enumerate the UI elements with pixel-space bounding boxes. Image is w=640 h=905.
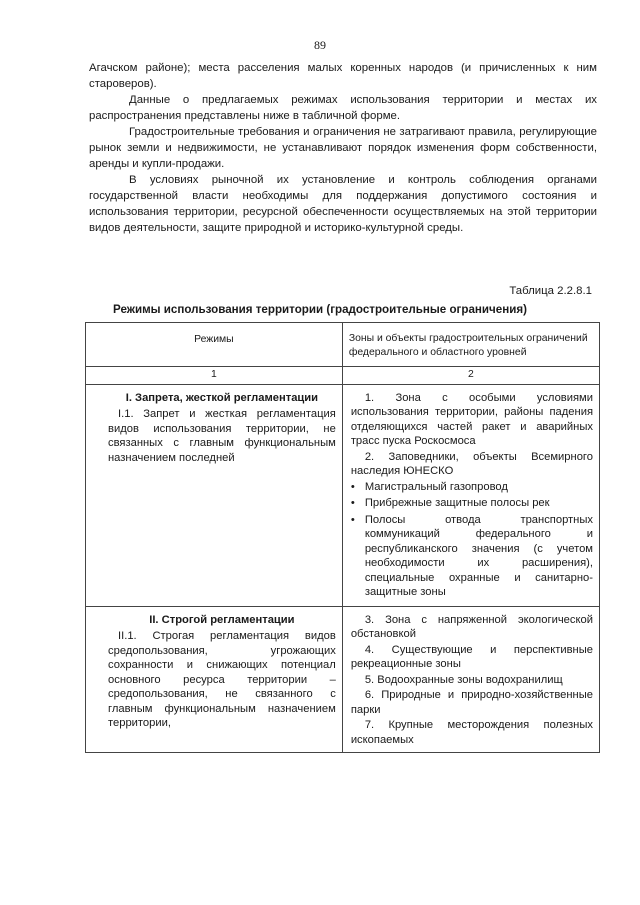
header-regimes: Режимы: [86, 323, 343, 367]
zone-item: 3. Зона с напряженной экологической обстановкой: [350, 613, 593, 640]
regime-description: II.1. Строгая регламентация видов средопользования, угрожающих сохранности и снижающих потенциал основного ресурса территории – средопользования, не связанного с главным функциональным назначением территории,: [108, 630, 336, 729]
bullet-icon: •: [350, 513, 355, 526]
zones-cell: [342, 606, 599, 753]
bullet-icon: •: [350, 497, 355, 509]
column-number: 1: [86, 367, 343, 385]
body-text: [89, 60, 597, 236]
table-header-row: [86, 323, 600, 367]
table-row: [86, 606, 600, 753]
table-row: [86, 384, 600, 606]
zone-bullet-text: Полосы отвода транспортных коммуникаций федерального и республиканского значения (с учетом необходимости их расширения), специальные охранные и санитарно-защитные зоны: [364, 513, 593, 598]
regime-description: I.1. Запрет и жесткая регламентация видов использования территории, не связанных с главным функциональным назначением последней: [108, 408, 336, 464]
table-number: Таблица 2.2.8.1: [509, 285, 592, 297]
regime-cell: [86, 384, 343, 606]
zone-bullet-text: Магистральный газопровод: [364, 480, 508, 493]
regime-cell: [86, 606, 343, 753]
zone-item: 7. Крупные месторождения полезных ископаемых: [350, 719, 593, 746]
column-number: 2: [342, 367, 599, 385]
zone-item: 2. Заповедники, объекты Всемирного наследия ЮНЕСКО: [350, 450, 593, 477]
regime-heading: II. Строгой регламентации: [149, 613, 295, 626]
column-number-row: [86, 367, 600, 385]
header-zones: Зоны и объекты градостроительных ограничений федерального и областного уровней: [342, 323, 599, 367]
zone-bullet-text: Прибрежные защитные полосы рек: [364, 497, 550, 509]
regimes-table: [85, 322, 600, 753]
zone-item: 6. Природные и природно-хозяйственные парки: [350, 689, 593, 716]
zone-bullet-item: [351, 513, 593, 600]
zone-bullet-item: [351, 480, 593, 495]
zone-item: 4. Существующие и перспективные рекреационные зоны: [350, 643, 593, 670]
zone-item: 1. Зона с особыми условиями использования территории, районы падения отделяющихся частей ракет и аварийных трасс пуска Роскосмоса: [350, 391, 593, 447]
table-title: Режимы использования территории (градостроительные ограничения): [113, 303, 527, 316]
paragraph: Градостроительные требования и ограничения не затрагивают правила, регулирующие рынок земли и недвижимости, не устанавливают порядок изменения форм собственности, аренды и купли-продажи.: [89, 126, 597, 170]
zone-item: 5. Водоохранные зоны водохранилищ: [364, 673, 563, 686]
page-number: 89: [314, 38, 326, 52]
regime-heading: I. Запрета, жесткой регламентации: [125, 391, 319, 404]
paragraph: Данные о предлагаемых режимах использования территории и местах их распространения представлены ниже в табличной форме.: [89, 94, 597, 122]
paragraph: В условиях рыночной их установление и контроль соблюдения органами государственной власти необходимы для поддержания допустимого состояния и использования территории, ресурсной обеспеченности осуществляемых на этой территории видов деятельности, защите природной и историко-культурной среды.: [89, 174, 597, 234]
paragraph: Агачском районе); места расселения малых коренных народов (и причисленных к ним староверов).: [89, 62, 597, 90]
zones-cell: [342, 384, 599, 606]
zone-bullet-item: [351, 496, 593, 511]
bullet-icon: •: [350, 480, 355, 493]
